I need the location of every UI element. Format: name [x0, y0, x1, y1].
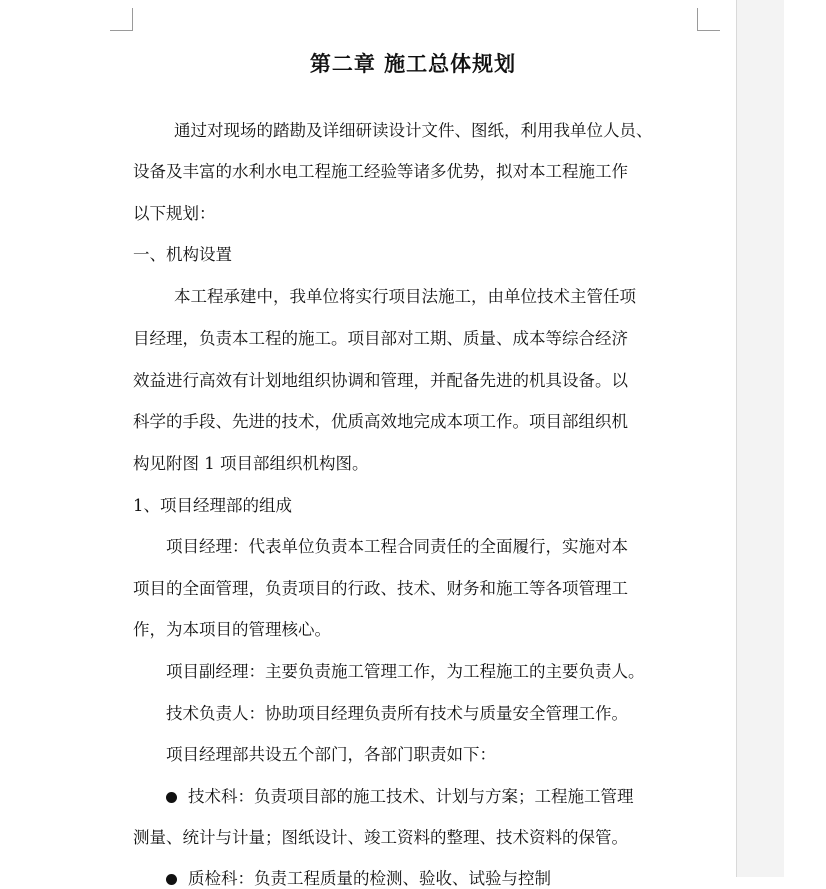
paragraph-line: 技术负责人：协助项目经理负责所有技术与质量安全管理工作。	[166, 704, 628, 723]
paragraph-line: 项目经理部共设五个部门，各部门职责如下：	[166, 745, 496, 764]
paragraph-line: 构见附图 1 项目部组织机构图。	[133, 454, 369, 473]
paragraph-line: 测量、统计与计量；图纸设计、竣工资料的整理、技术资料的保管。	[133, 828, 628, 847]
paragraph-line: 设备及丰富的水利水电工程施工经验等诸多优势，拟对本工程施工作	[133, 162, 628, 181]
chapter-title: 第二章 施工总体规划	[309, 51, 517, 76]
paragraph-line: 以下规划：	[133, 204, 216, 223]
paragraph-line: 作，为本项目的管理核心。	[133, 620, 331, 639]
bullet-icon	[166, 792, 177, 803]
crop-mark-top-left	[110, 8, 133, 31]
bullet-item-line: 质检科：负责工程质量的检测、验收、试验与控制	[188, 869, 551, 888]
paragraph-line: 项目的全面管理，负责项目的行政、技术、财务和施工等各项管理工	[133, 579, 628, 598]
crop-mark-top-right	[697, 8, 720, 31]
paragraph-line: 通过对现场的踏勘及详细研读设计文件、图纸，利用我单位人员、	[174, 121, 653, 140]
bullet-icon	[166, 874, 177, 885]
paragraph-line: 目经理，负责本工程的施工。项目部对工期、质量、成本等综合经济	[133, 329, 628, 348]
window-gutter	[736, 0, 784, 877]
paragraph-line: 项目副经理：主要负责施工管理工作，为工程施工的主要负责人。	[166, 662, 645, 681]
subsection-heading: 1、项目经理部的组成	[133, 496, 292, 515]
paragraph-line: 本工程承建中，我单位将实行项目法施工，由单位技术主管任项	[174, 287, 636, 306]
section-heading: 一、机构设置	[133, 245, 232, 264]
paragraph-line: 科学的手段、先进的技术，优质高效地完成本项工作。项目部组织机	[133, 412, 628, 431]
paragraph-line: 效益进行高效有计划地组织协调和管理，并配备先进的机具设备。以	[133, 371, 628, 390]
bullet-item-line: 技术科：负责项目部的施工技术、计划与方案；工程施工管理	[188, 787, 634, 806]
paragraph-line: 项目经理：代表单位负责本工程合同责任的全面履行，实施对本	[166, 537, 628, 556]
